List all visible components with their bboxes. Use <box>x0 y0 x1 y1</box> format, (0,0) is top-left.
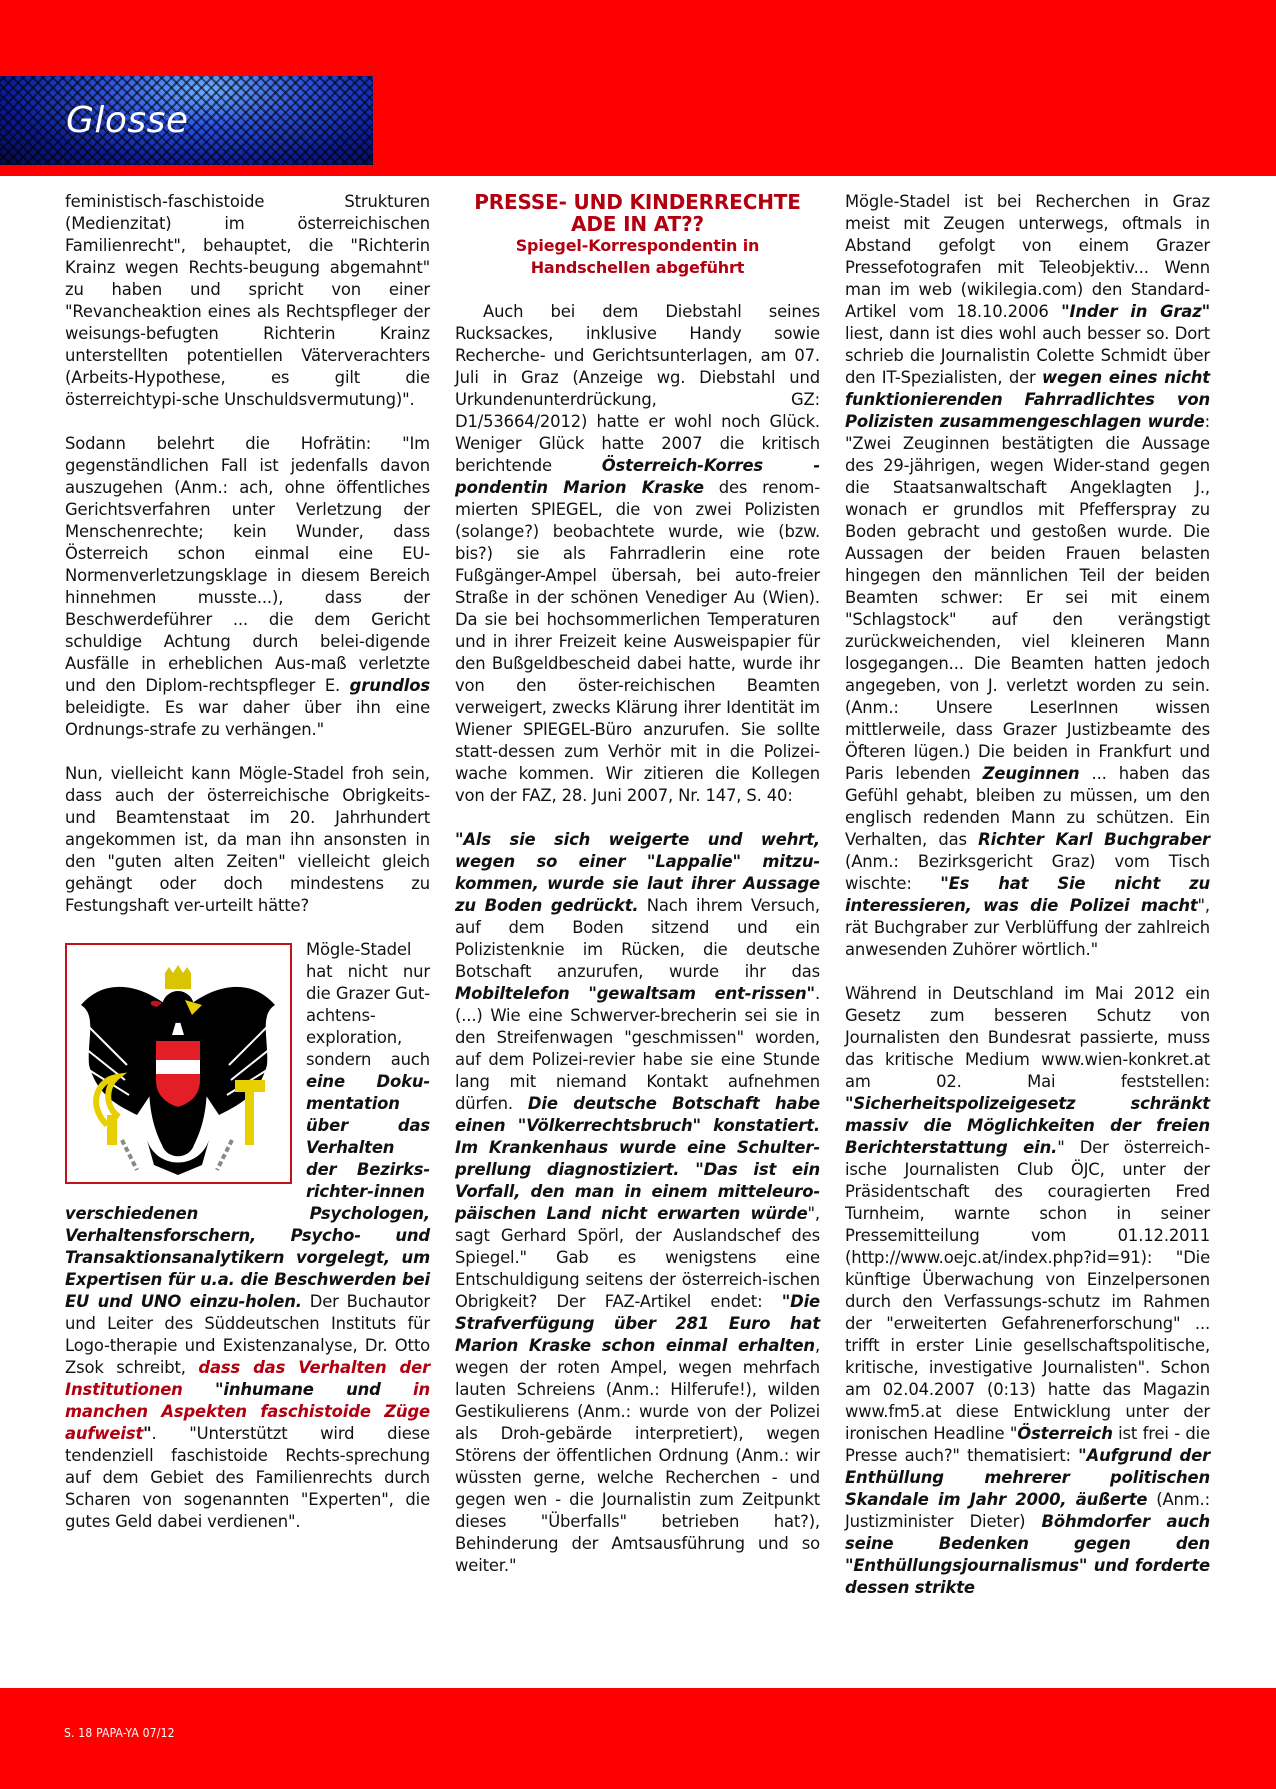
article-headline: PRESSE- UND KINDERRECHTE ADE IN AT?? <box>474 190 801 236</box>
emphasis: Böhmdorfer auch seine Bedenken gegen den "Enthüllungsjournalismus" und forderte dessen strikte <box>845 1512 1210 1597</box>
emphasis: wegen eines nicht funktionierenden Fahrradlichtes von Polizisten zusammengeschlagen wurde <box>845 368 1210 431</box>
highlighted-quote: dass das Verhalten der Institutionen <box>65 1358 430 1399</box>
paragraph: feministisch-faschistoide Strukturen (Medienzitat) im österreichischen Familienrecht", behauptet, die "Richterin Krainz wegen Rechts-beugung abgemahnt" zu haben und spricht von einer "Revancheaktion eines als Rechtspfleger der weisungs-befugten Richterin Krainz unterstellten potentiellen Väterverachters (Arbeits-Hypothese, es gilt die österreichtypi-sche Unschuldsvermutung)". <box>65 192 430 409</box>
emphasis: Zeuginnen <box>982 764 1080 783</box>
emphasis: "Inder in Graz" <box>1061 302 1210 321</box>
page-number-label: S. 18 PAPA-YA 07/12 <box>64 1726 175 1740</box>
emphasis: "Die Strafverfügung über 281 Euro hat Marion Kraske schon einmal erhalten <box>455 1292 820 1355</box>
paragraph: "Als sie sich weigerte und wehrt, wegen so einer "Lappalie" mitzu-kommen, wurde sie laut ihrer Aussage zu Boden gedrückt. Nach ihrem Versuch, auf dem Boden sitzend und ein Polizistenknie im Rücken, die deutsche Botschaft anzurufen, wurde ihr das Mobiltelefon "gewaltsam ent-rissen". (...) Wie eine Schwerver-brecherin sei sie in den Streifenwagen "geschmissen" worden, auf dem Polizei-revier habe sie eine Stunde lang mit niemand Kontakt aufnehmen dürfen. Die deutsche Botschaft habe einen "Völkerrechtsbruch" konstatiert. Im Krankenhaus wurde eine Schulter-prellung diagnostiziert. "Das ist ein Vorfall, den man in einem mitteleuro-päischen Land nicht erwarten würde", sagt Gerhard Spörl, der Auslandschef des Spiegel." Gab es wenigstens eine Entschuldigung seitens der österreich-ischen Obrigkeit? Der FAZ-Artikel endet: "Die Strafverfügung über 281 Euro hat Marion Kraske schon einmal erhalten, wegen der roten Ampel, wegen mehrfach lauten Schreiens (Anm.: Hilferufe!), wilden Gestikulierens (Anm.: wurde von der Polizei als Droh-gebärde interpretiert), wegen Störens der öffentlichen Ordnung (Anm.: wir wüssten gerne, welche Recherchen - und gegen wen - die Journalistin zum Zeitpunkt dieses "Überfalls" betrieben hat?), Behinderung der Amtsausführung und so weiter." <box>455 830 820 1575</box>
paragraph: Auch bei dem Diebstahl seines Rucksackes, inklusive Handy sowie Recherche- und Gerichtsunterlagen, am 07. Juli in Graz (Anzeige wg. Diebstahl und Urkundenunterdrückung, GZ: D1/53664/2012) hatte er wohl noch Glück. Weniger Glück hatte 2007 die kritisch berichtende Österreich-Korres - pondentin Marion Kraske des renom-mierten SPIEGEL, die von zwei Polizisten (solange?) beobachtete wurde, wie (bzw. bis?) sie als Fahrradlerin eine rote Fußgänger-Ampel übersah, bei auto-freier Straße in der schönen Venediger Au (Wien). Da sie bei hochsommerlichen Temperaturen und in ihrer Freizeit keine Ausweispapier für den Bußgeldbescheid dabei hatte, wurde ihr von den öster-reichischen Beamten verweigert, zwecks Klärung ihrer Identität im Wiener SPIEGEL-Büro anzurufen. Sie sollte statt-dessen zum Verhör mit in die Polizei-wache kommen. Wir zitieren die Kollegen von der FAZ, 28. Juni 2007, Nr. 147, S. 40: <box>455 302 821 805</box>
paragraph: Während in Deutschland im Mai 2012 ein Gesetz zum besseren Schutz von Journalisten den Bundesrat passierte, muss das kritische Medium www.wien-konkret.at am 02. Mai feststellen: "Sicherheitspolizeigesetz schränkt massiv die Möglichkeiten der freien Berichterstattung ein." Der österreich-ische Journalisten Club ÖJC, unter der Präsidentschaft des couragierten Fred Turnheim, warnte schon in seiner Pressemitteilung vom 01.12.2011 (http://www.oejc.at/index.php?id=91): "Die künftige Überwachung von Einzelpersonen durch den Verfassungs-schutz im Rahmen der "erweiterten Gefahrenerforschung" ... trifft in erster Linie gesellschaftspolitische, kritische, investigative Journalisten". Schon am 02.04.2007 (0:13) hatte das Magazin www.fm5.at diese Entwicklung unter der ironischen Headline "Österreich ist frei - die Presse auch?" thematisiert: "Aufgrund der Enthüllung mehrerer politischen Skandale im Jahr 2000, äußerte (Anm.: Justizminister Dieter) Böhmdorfer auch seine Bedenken gegen den "Enthüllungsjournalismus" und forderte dessen strikte <box>845 984 1210 1597</box>
paragraph: Nun, vielleicht kann Mögle-Stadel froh sein, dass auch der österreichische Obrigkeits- und Beamtenstaat im 20. Jahrhundert angekommen ist, da man ihn ansonsten in den "guten alten Zeiten" vielleicht gleich gehängt oder doch mindestens zu Festungshaft ver-urteilt hätte? <box>65 764 430 915</box>
header-band <box>0 0 1276 176</box>
section-title: Glosse <box>66 100 189 141</box>
article-subheadline: Spiegel-Korrespondentin in Handschellen abgeführt <box>515 236 760 277</box>
right-column <box>845 191 1210 1621</box>
emphasis: Richter Karl Buchgraber <box>978 830 1210 849</box>
emphasis: "Es hat Sie nicht zu interessieren, was die Polizei macht <box>845 874 1211 915</box>
middle-column <box>455 191 820 1599</box>
emphasis: Mobiltelefon "gewaltsam ent-rissen" <box>455 984 815 1003</box>
emphasis: eine Doku-mentation über das Verhalten der Bezirks-richter-innen verschiedenen Psychologen, Verhaltensforschern, Psycho- und Transaktionsanalytikern vorgelegt, um Expertisen für u.a. die Beschwerden bei EU und UNO einzu-holen. <box>65 1072 430 1311</box>
paragraph: Mögle-Stadel ist bei Recherchen in Graz meist mit Zeugen unterwegs, oftmals in Abstand gefolgt von einem Grazer Pressefotografen mit Teleobjektiv... Wenn man im web (wikilegia.com) den Standard-Artikel vom 18.10.2006 "Inder in Graz" liest, dann ist dies wohl auch besser so. Dort schrieb die Journalistin Colette Schmidt über den IT-Spezialisten, der wegen eines nicht funktionierenden Fahrradlichtes von Polizisten zusammengeschlagen wurde: "Zwei Zeuginnen bestätigten die Aussage des 29-jährigen, wegen Wider-stand gegen die Staatsanwaltschaft Angeklagten J., wonach er grundlos mit Pfefferspray zu Boden gebracht und gestoßen wurde. Die Aussagen der beiden Frauen belasten hingegen den männlichen Teil der beiden Beamten schwer: Er sei mit einem "Schlagstock" auf den verängstigt zurückweichenden, viel kleineren Mann losgegangen... Die Beamten hatten jedoch angegeben, von J. verletzt worden zu sein. (Anm.: Unsere LeserInnen wissen mittlerweile, dass Grazer Justizbeamte des Öfteren lügen.) Die beiden in Frankfurt und Paris lebenden Zeuginnen ... haben das Gefühl gehabt, bleiben zu müssen, um den englisch redenden Mann zu schützen. Ein Verhalten, das Richter Karl Buchgraber (Anm.: Bezirksgericht Graz) vom Tisch wischte: "Es hat Sie nicht zu interessieren, was die Polizei macht", rät Buchgraber zur Verblüffung der zahlreich anwesenden Zuhörer wörtlich." <box>845 192 1211 959</box>
section-banner <box>0 76 373 165</box>
emphasis: Die deutsche Botschaft habe einen "Völkerrechtsbruch" konstatiert. Im Krankenhaus wurde eine Schulter-prellung diagnostiziert. "Das ist ein Vorfall, den man in einem mitteleuro-päischen Land nicht erwarten würde <box>455 1094 820 1223</box>
paragraph: Sodann belehrt die Hofrätin: "Im gegenständlichen Fall ist jedenfalls davon auszugehen (Anm.: ach, ohne öffentliches Gerichtsverfahren unter Verletzung der Menschenrechte; kein Wunder, dass Österreich schon einmal eine EU-Normenverletzungsklage in diesem Bereich hinnehmen musste...), dass der Beschwerdeführer ... die dem Gericht schuldige Achtung durch belei-digende Ausfälle in erheblichen Aus-maß verletzte und den Diplom-rechtspfleger E. grundlos beleidigte. Es war daher über ihn eine Ordnungs-strafe zu verhängen." <box>65 434 430 739</box>
austrian-coat-of-arms-image <box>65 943 292 1184</box>
emphasis: Österreich-Korres - pondentin Marion Kraske <box>455 456 821 497</box>
footer-band <box>0 1688 1276 1789</box>
emphasis: Österreich <box>1017 1424 1113 1443</box>
eagle-crest-icon <box>67 945 290 1182</box>
emphasis: grundlos <box>349 676 430 695</box>
left-column <box>65 191 430 1533</box>
emphasis: "Sicherheitspolizeigesetz schränkt massiv die Möglichkeiten der freien Berichterstattung ein. <box>845 1094 1210 1157</box>
emphasis: "Aufgrund der Enthüllung mehrerer politischen Skandale im Jahr 2000, äußerte <box>845 1446 1210 1509</box>
highlighted-quote: in manchen Aspekten faschistoide Züge aufweist <box>65 1380 430 1443</box>
paragraph-with-image: Mögle-Stadel hat nicht nur die Grazer Gut-achtens-exploration, sondern auch eine Doku-mentation über das Verhalten der Bezirks-richter-innen verschiedenen Psychologen, Verhaltensforschern, Psycho- und Transaktionsanalytikern vorgelegt, um Expertisen für u.a. die Beschwerden bei EU und UNO einzu-holen. Der Buchautor und Leiter des Süddeutschen Instituts für Logo-therapie und Existenzanalyse, Dr. Otto Zsok schreibt, dass das Verhalten der Institutionen "inhumane und in manchen Aspekten faschistoide Züge aufweist". "Unterstützt wird diese tendenziell faschistoide Rechts-sprechung auf dem Gebiet des Familienrechts durch Scharen von sogenannten "Experten", die gutes Geld dabei verdienen". <box>65 940 430 1531</box>
emphasis: "Als sie sich weigerte und wehrt, wegen so einer "Lappalie" mitzu-kommen, wurde sie laut ihrer Aussage zu Boden gedrückt. <box>455 830 820 915</box>
